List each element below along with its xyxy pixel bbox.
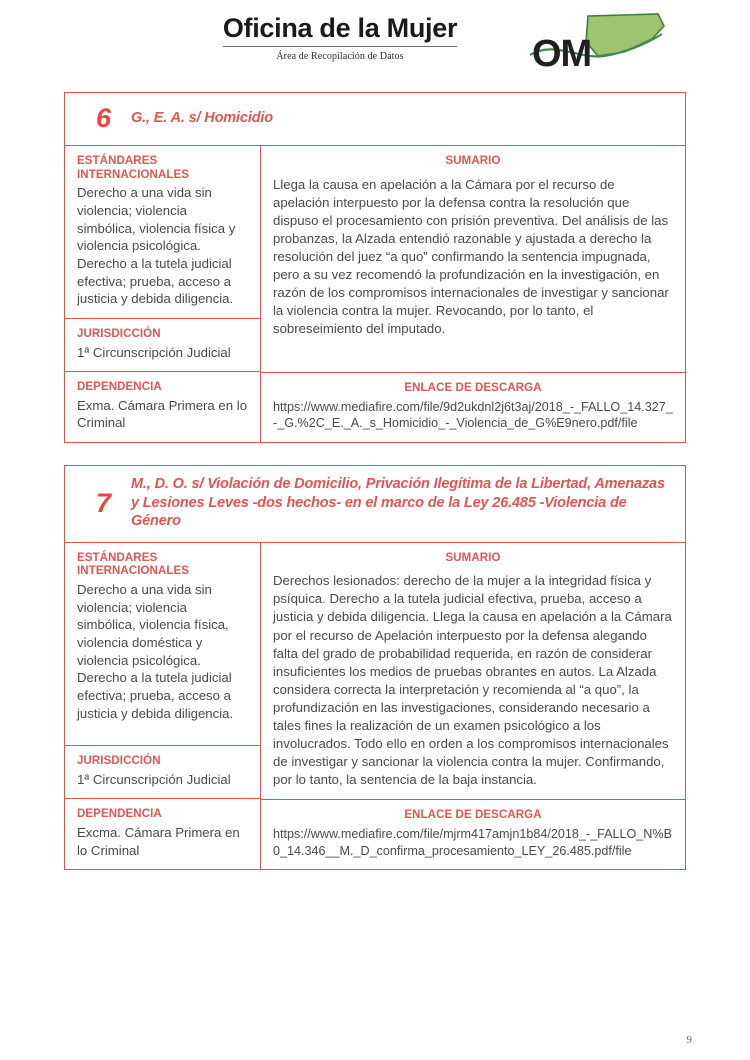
sumario-text: Derechos lesionados: derecho de la mujer a la integridad física y psíquica. Derecho a la tutela judicial efectiva, prueba, acceso a justicia y debida diligencia. Llega la causa en apelación a la Cámara por el recurso de Apelación interpuesto por la defensa alegando falta del grado de probabilidad requerida, en razón de considerar insuficientes los medios de pruebas obrantes en autos. La Alzada considera correcta la interpretación y recomienda al “a quo”, la profundización en las investigaciones, considerando necesario a tales fines la realización de un examen psicológico a los involucrados. Todo ello en orden a los compromisos internacionales de investigar y sancionar la violencia contra la mujer. Confirmando, por lo tanto, la sentencia de la baja instancia. bbox=[273, 573, 672, 788]
page-subtitle: Área de Recopilación de Datos bbox=[276, 51, 404, 63]
page-number: 9 bbox=[686, 1034, 692, 1046]
dependencia-label: DEPENDENCIA bbox=[77, 808, 162, 821]
om-logo bbox=[528, 12, 668, 78]
case-card-7 bbox=[64, 465, 686, 870]
om-logo-text: OM bbox=[532, 33, 592, 75]
dependencia-text: Excma. Cámara Primera en lo Criminal bbox=[77, 824, 240, 858]
estandares-label bbox=[77, 155, 248, 182]
province-map-icon bbox=[586, 14, 664, 56]
estandares-label-line1: ESTÁNDARES bbox=[77, 551, 158, 564]
dependencia-text: Exma. Cámara Primera en lo Criminal bbox=[77, 397, 248, 431]
sumario-cell bbox=[261, 146, 685, 373]
dependencia-cell bbox=[65, 799, 260, 869]
page-title: Oficina de la Mujer bbox=[223, 14, 457, 47]
enlace-label: ENLACE DE DESCARGA bbox=[404, 382, 542, 395]
jurisdiccion-label: JURISDICCIÓN bbox=[77, 755, 161, 768]
case-body bbox=[65, 543, 685, 870]
sumario-cell bbox=[261, 543, 685, 801]
case-left-column bbox=[65, 146, 261, 442]
estandares-cell bbox=[65, 543, 260, 746]
enlace-cell bbox=[261, 373, 685, 442]
estandares-text: Derecho a una vida sin violencia; violencia simbólica, violencia física, violencia doméstica y violencia psicológica. Derecho a la tutela judicial efectiva; prueba, acceso a justicia y debida diligencia. bbox=[77, 581, 234, 721]
case-title: M., D. O. s/ Violación de Domicilio, Privación Ilegítima de la Libertad, Amenazas y Lesiones Leves -dos hechos- en el marco de la Ley 26.485 -Violencia de Género bbox=[131, 476, 665, 530]
estandares-label bbox=[77, 552, 248, 579]
case-right-column bbox=[261, 543, 685, 870]
jurisdiccion-label: JURISDICCIÓN bbox=[77, 327, 161, 340]
case-card-6 bbox=[64, 92, 686, 443]
estandares-cell bbox=[65, 146, 260, 319]
enlace-cell bbox=[261, 800, 685, 869]
estandares-label-line2: INTERNACIONALES bbox=[77, 168, 190, 181]
jurisdiccion-cell bbox=[65, 319, 260, 372]
page-header bbox=[0, 0, 750, 92]
jurisdiccion-cell bbox=[65, 746, 260, 799]
enlace-label: ENLACE DE DESCARGA bbox=[404, 809, 542, 822]
om-logo-graphic bbox=[528, 12, 668, 78]
dependencia-cell bbox=[65, 372, 260, 442]
case-number: 7 bbox=[95, 487, 111, 518]
case-number: 6 bbox=[95, 102, 111, 133]
case-header bbox=[65, 93, 685, 146]
case-body bbox=[65, 146, 685, 442]
case-left-column bbox=[65, 543, 261, 870]
jurisdiccion-text: 1ª Circunscripción Judicial bbox=[77, 771, 231, 787]
sumario-text: Llega la causa en apelación a la Cámara por el recurso de apelación interpuesto por la defensa contra la resolución que dispuso el procesamiento con prisión preventiva. Del análisis de las probanzas, la Alzada entendió razonable y ajustada a derecho la resolución del juez “a quo” confirmando la sentencia impugnada, pero a su vez recomendó la profundización en la investigación, en razón de los compromisos internacionales de investigar y sancionar la violencia contra la mujer. Revocando, por lo tanto, el sobreseimiento del imputado. bbox=[273, 176, 669, 337]
jurisdiccion-text: 1ª Circunscripción Judicial bbox=[77, 344, 231, 360]
sumario-label: SUMARIO bbox=[445, 551, 501, 564]
download-link[interactable]: https://www.mediafire.com/file/mjrm417amjn1b84/2018_-_FALLO_N%B0_14.346__M._D_confirma_procesamiento_LEY_26.485.pdf/file bbox=[273, 826, 672, 858]
dependencia-label: DEPENDENCIA bbox=[77, 381, 162, 394]
estandares-label-line2: INTERNACIONALES bbox=[77, 565, 190, 578]
case-header bbox=[65, 466, 685, 543]
case-right-column bbox=[261, 146, 685, 442]
download-link[interactable]: https://www.mediafire.com/file/9d2ukdnl2j6t3aj/2018_-_FALLO_14.327_-_G.%2C_E._A._s_Homicidio_-_Violencia_de_G%E9nero.pdf/file bbox=[273, 399, 673, 431]
estandares-text: Derecho a una vida sin violencia; violencia simbólica, violencia física y violencia psicológica. Derecho a la tutela judicial efectiva; prueba, acceso a justicia y debida diligencia. bbox=[77, 185, 236, 307]
case-title: G., E. A. s/ Homicidio bbox=[131, 109, 273, 126]
estandares-label-line1: ESTÁNDARES bbox=[77, 155, 158, 167]
sumario-label: SUMARIO bbox=[445, 155, 501, 167]
